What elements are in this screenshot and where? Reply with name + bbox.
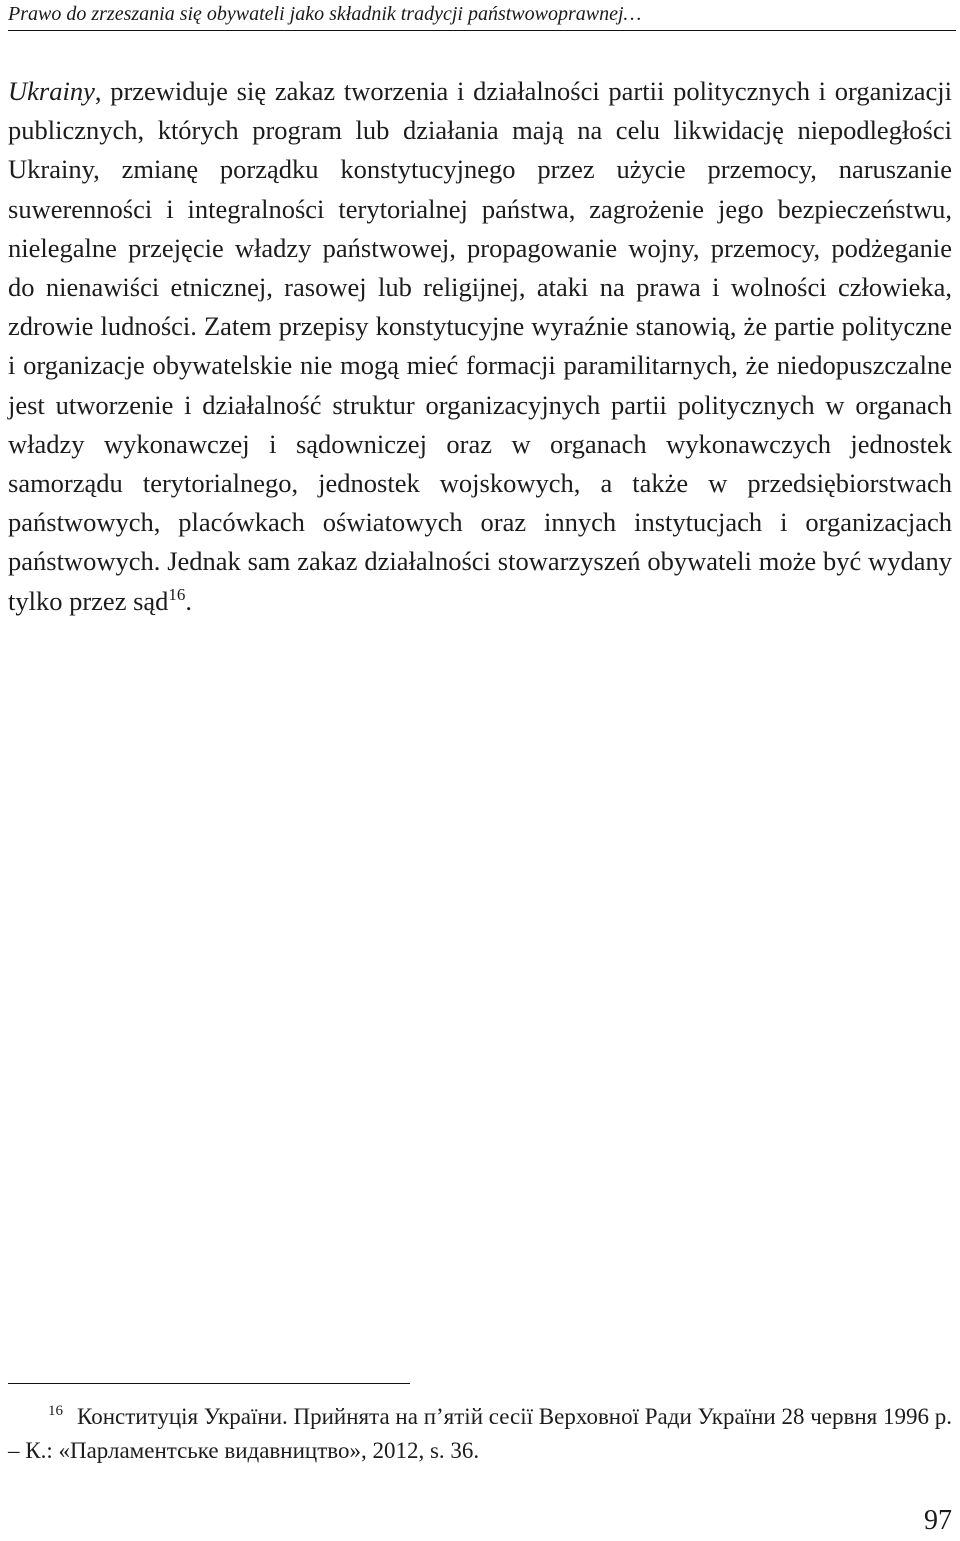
header-rule [8, 30, 956, 31]
paragraph-closing: . [185, 585, 193, 616]
footnote-reference[interactable]: 16 [168, 584, 186, 604]
footnote-text: Конституція України. Прийнята на п’ятій сесії Верховної Ради України 28 червня 1996 р. – К.: «Парламентське видавництво», 2012, s. 36. [8, 1404, 952, 1463]
body-paragraph [8, 72, 952, 621]
lead-italic-word: Ukrainy [8, 76, 95, 106]
page-number: 97 [924, 1505, 952, 1536]
footnote-number: 16 [48, 1403, 63, 1420]
footnote-separator [8, 1383, 410, 1384]
paragraph-text: , przewiduje się zakaz tworzenia i działalności partii politycznych i organizacji publicznych, których program lub działania mają na celu likwidację niepodległości Ukrainy, zmianę porządku konstytucyjnego przez użycie przemocy, naruszanie suwerenności i integralności terytorialnej państwa, zagrożenie jego bezpieczeństwu, nielegalne przejęcie władzy państwowej, propagowanie wojny, przemocy, podżeganie do nienawiści etnicznej, rasowej lub religijnej, ataki na prawa i wolności człowieka, zdrowie ludności. Zatem przepisy konstytucyjne wyraźnie stanowią, że partie polityczne i organizacje obywatelskie nie mogą mieć formacji paramilitarnych, że niedopuszczalne jest utworzenie i działalność struktur organizacyjnych partii politycznych w organach władzy wykonawczej i sądowniczej oraz w organach wykonawczych jednostek samorządu terytorialnego, jednostek wojskowych, a także w przedsiębiorstwach państwowych, placówkach oświatowych oraz innych instytucjach i organizacjach państwowych. Jednak sam zakaz działalności stowarzyszeń obywateli może być wydany tylko przez sąd [8, 76, 952, 616]
running-header: Prawo do zrzeszania się obywateli jako składnik tradycji państwowoprawnej… [8, 3, 642, 25]
footnote [8, 1400, 952, 1468]
